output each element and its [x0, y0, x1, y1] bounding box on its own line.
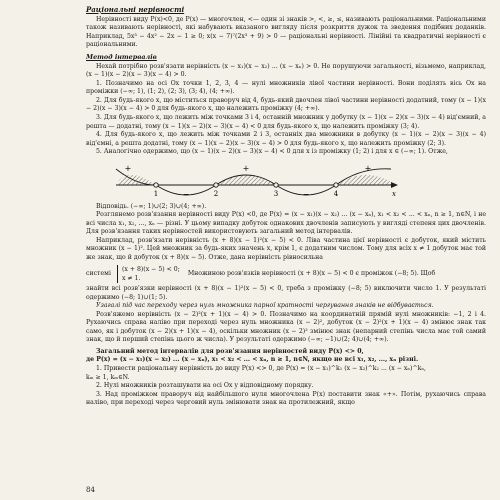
- point-4: [334, 182, 338, 186]
- paragraph-general-step-1: 1. Привести раціональну нерівність до виду P(x) <> 0, де P(x) = (x − x₁)^k₁ (x − x₂)^k₂ ... (x − xₙ)^kₙ,: [96, 365, 427, 373]
- paragraph-general-step-2: 2. Нулі множників розташувати на осі Ox у відповідному порядку.: [96, 382, 314, 390]
- system-label: системі: [86, 269, 111, 277]
- sign-label-4: −: [302, 189, 310, 199]
- paragraph-example-3: Розв'яжемо нерівність (x − 2)²(x + 1)(x − 4) > 0. Позначимо на координатній прямій нулі множників: −1, 2 і 4. Рухаючись справа наліво при переході через нуль множника (x − 2)², добуток (x − 2)²(x + 1)(x − 4) змінює знак так само, як і добуток (x − 2)(x + 1)(x − 4), оскільки множник (x − 2)² змінює знак (непарний степінь числа має той самий знак, що й перший степінь цього ж числа). У результаті одержимо (−∞; −1)∪(2; 4)∪(4; +∞).: [86, 310, 486, 344]
- paragraph-method-5: 4. Для будь-якого x, що лежить між точками 2 і 3, останніх два множники в добутку (x − 1)(x − 2)(x − 3)(x − 4) від'ємні, а решта додатні, тому (x − 1)(x − 2)(x − 3)(x − 4) > 0 для будь-якого x, що належить проміжку (2; 3).: [86, 131, 486, 147]
- paragraph-method-6: 5. Аналогічно одержимо, що (x − 1)(x − 2)(x − 3)(x − 4) < 0 для x із проміжку (1; 2) і для x ∈ (−∞; 1). Отже,: [96, 148, 448, 156]
- axis-label-x: x: [392, 189, 396, 198]
- paragraph-intro: Нерівності виду P(x)<0, де P(x) — многочлен, <— один зі знаків >, <, ≥, ≤, називають раціональними. Раціональними також називають нерівності, які набувають вказаного вигляду після розкриття дужок та зведення подібних доданків. Наприклад, 5x³ − 4x² − 2x − 1 ≥ 0; x(x − 7)⁷(2x³ + 9) > 0 — раціональні нерівності. Лінійні та квадратичні нерівності є раціональними.: [86, 15, 486, 49]
- sign-label-2: −: [182, 189, 190, 199]
- point-2: [214, 182, 218, 186]
- point-label-1: 1: [153, 189, 159, 198]
- region-positive-3: [336, 175, 396, 185]
- sign-label-3: +: [242, 163, 250, 173]
- sign-diagram: [86, 159, 486, 201]
- point-label-3: 3: [273, 189, 279, 198]
- section-heading-rational: Раціональні нерівності: [86, 5, 185, 14]
- system-line-1: (x + 8)(x − 5) < 0;: [121, 265, 180, 273]
- system-tail-text: Множиною розв'язків нерівності (x + 8)(x − 5) < 0 є проміжок (−8; 5). Щоб: [187, 269, 436, 277]
- system-of-inequalities: [117, 265, 180, 284]
- paragraph-general-step-1b: kₘ ≥ 1, kₘ∈N.: [86, 373, 130, 381]
- paragraph-answer: Відповідь. (−∞; 1)∪(2; 3)∪(4; +∞).: [96, 202, 207, 210]
- paragraph-method-2: 1. Позначимо на осі Ox точки 1, 2, 3, 4 — нулі множників лівої частини нерівності. Вони поділять вісь Ox на проміжки (−∞; 1), (1; 2), (2; 3), (3; 4), (4; +∞).: [86, 79, 486, 96]
- heading-general-method: Загальний метод інтервалів для розв'язання нерівностей виду P(x) <> 0,: [96, 347, 364, 355]
- interval-sign-chart: [106, 159, 406, 199]
- sign-label-5: +: [364, 163, 372, 173]
- paragraph-method-3: 2. Для будь-якого x, що міститься праворуч від 4, будь-який двочлен лівої частини нерівності додатний, тому (x − 1)(x − 2)(x − 3)(x − 4) > 0 для будь-якого x, що належить проміжку (4; +∞).: [86, 96, 486, 113]
- point-label-2: 2: [213, 189, 219, 198]
- paragraph-general-def: де P(x) = (x − x₁)(x − x₂) ... (x − xₙ), x₁ < x₂ < ... < xₙ, n ≥ 1, n∈N, якщо не всі x₁, x₂, ..., xₙ різні.: [86, 356, 419, 364]
- point-3: [274, 182, 278, 186]
- system-line-2: x ≠ 1.: [121, 274, 141, 282]
- point-label-4: 4: [333, 189, 339, 198]
- paragraph-general-1: Розглянемо розв'язання нерівності виду P(x) <0, де P(x) = (x − x₁)(x − x₂) ... (x − xₙ), x₁ < x₂ < ... < xₙ, n ≥ 1, n∈N, і не всі числа x₁, x₂, ..., xₙ — різні. У цьому випадку добуток однакових двочленів записують у вигляді степеня цих двочленів. Для розв'язання таких нерівностей використовують загальний метод інтервалів.: [86, 211, 486, 236]
- sign-label-1: +: [124, 163, 132, 173]
- paragraph-general-step-3: 3. Над проміжком праворуч від найбільшого нуля многочлена P(x) поставити знак «+». Потім, рухаючись справа наліво, при переході через черговий нуль змінювати знак на протилежний, якщо: [86, 390, 486, 407]
- system-row: [86, 265, 486, 284]
- paragraph-method-4: 3. Для будь-якого x, що лежить між точками 3 і 4, останній множник у добутку (x − 1)(x − 2)(x − 3)(x − 4) від'ємний, а решта — додатні, тому (x − 1)(x − 2)(x − 3)(x − 4) < 0 для будь-якого x, що належить проміжку (3; 4).: [86, 113, 486, 130]
- paragraph-note: Узагалі під час переходу через нуль множника парної кратності чергування знаків не відбувається.: [96, 302, 434, 310]
- point-1: [154, 182, 158, 186]
- paragraph-example-2: знайти всі розв'язки нерівності (x + 8)(x − 1)²(x − 5) < 0, треба з проміжку (−8; 5) виключити число 1. У результаті одержимо (−8; 1)∪(1; 5).: [86, 285, 486, 301]
- page-number: 84: [86, 486, 95, 495]
- region-positive-1: [116, 175, 156, 185]
- paragraph-example-1: Наприклад, розв'язати нерівність (x + 8)(x − 1)²(x − 5) < 0. Ліва частина цієї нерівності є добуток, який містить множник (x − 1)². Цей множник за будь-яких значень x, крім 1, є додатним числом. Тому для всіх x ≠ 1 добуток має той же знак, що й добуток (x + 8)(x − 5). Отже, дана нерівність рівносильна: [86, 236, 486, 261]
- paragraph-method-1: Нехай потрібно розв'язати нерівність (x − x₁)(x − x₂) ... (x − xₙ) > 0. Не порушуючи загальності, візьмемо, наприклад, (x − 1)(x − 2)(x − 3)(x − 4) > 0.: [86, 62, 486, 79]
- section-heading-method: Метод інтервалів: [86, 52, 157, 61]
